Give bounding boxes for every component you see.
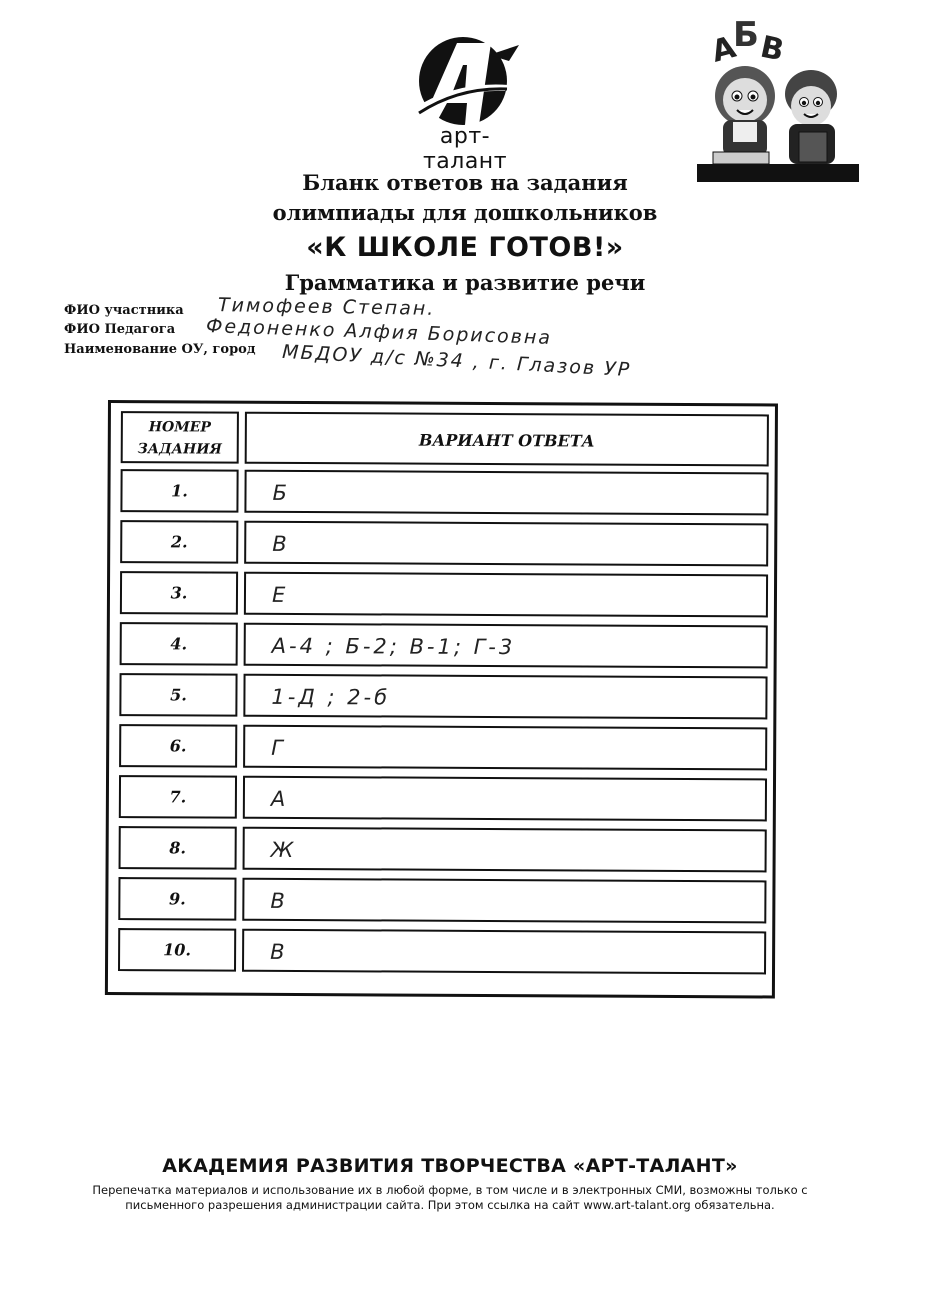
teacher-label: ФИО Педагога: [64, 322, 176, 337]
olympiad-title: «К ШКОЛЕ ГОТОВ!»: [306, 232, 624, 263]
footer-note: Перепечатка материалов и использование их в любой форме, в том числе и в электронных СМИ, возможны только с письменного разрешения администрации сайта. При этом ссылка на сайт www.art-talant.org обязательна.: [92, 1183, 808, 1212]
letter-v: В: [757, 29, 787, 69]
task-answer: Е: [244, 572, 768, 618]
task-number-header-line2: ЗАДАНИЯ: [137, 441, 222, 458]
table-row: [118, 928, 766, 974]
task-number: 4.: [120, 622, 238, 666]
task-number: 3.: [120, 571, 238, 615]
letter-a: А: [708, 29, 740, 70]
task-answer: Ж: [243, 827, 767, 873]
answers-table: [105, 400, 778, 998]
task-number: 10.: [118, 928, 236, 972]
teacher-value: Федоненко Алфия Борисовна: [205, 314, 553, 350]
footer-title: АКАДЕМИЯ РАЗВИТИЯ ТВОРЧЕСТВА «АРТ-ТАЛАНТ»: [162, 1155, 738, 1177]
task-answer: В: [242, 929, 766, 975]
table-row: [119, 775, 767, 821]
letter-b: Б: [733, 15, 759, 55]
table-row: [119, 673, 767, 719]
table-row: [118, 877, 766, 923]
task-number: 6.: [119, 724, 237, 768]
task-number-header: [121, 411, 239, 464]
kids-with-letters-illustration-icon: [693, 14, 861, 186]
task-answer: 1-Д ; 2-б: [243, 674, 767, 720]
task-number-header-line1: НОМЕР: [148, 419, 211, 436]
school-value: МБДОУ д/с №34 , г. Глазов УР: [281, 340, 632, 382]
table-row: [120, 622, 768, 668]
task-number: 1.: [120, 469, 238, 513]
task-number: 8.: [119, 826, 237, 870]
task-answer: В: [242, 878, 766, 924]
form-header: [200, 168, 730, 298]
subject-title: Грамматика и развитие речи: [284, 270, 646, 295]
task-answer: В: [244, 521, 768, 567]
task-answer: А-4 ; Б-2; В-1; Г-3: [244, 623, 768, 669]
task-number: 5.: [119, 673, 237, 717]
table-row: [119, 724, 767, 770]
header-line-1: Бланк ответов на задания: [302, 170, 628, 195]
table-row: [120, 520, 768, 566]
table-row: [120, 469, 768, 515]
answer-header: ВАРИАНТ ОТВЕТА: [245, 412, 769, 467]
table-row: [120, 571, 768, 617]
logo-text: арт-талант: [422, 124, 508, 174]
table-row: [119, 826, 767, 872]
header-line-2: олимпиады для дошкольников: [272, 200, 658, 225]
school-label: Наименование ОУ, город: [64, 342, 256, 357]
participant-label: ФИО участника: [64, 303, 184, 318]
task-answer: А: [243, 776, 767, 822]
task-number: 9.: [118, 877, 236, 921]
table-header-row: [121, 411, 769, 466]
task-answer: Г: [243, 725, 767, 771]
participant-value: Тимофеев Степан.: [217, 294, 436, 320]
task-answer: Б: [244, 470, 768, 516]
footer: [60, 1155, 840, 1213]
task-number: 7.: [119, 775, 237, 819]
task-number: 2.: [120, 520, 238, 564]
